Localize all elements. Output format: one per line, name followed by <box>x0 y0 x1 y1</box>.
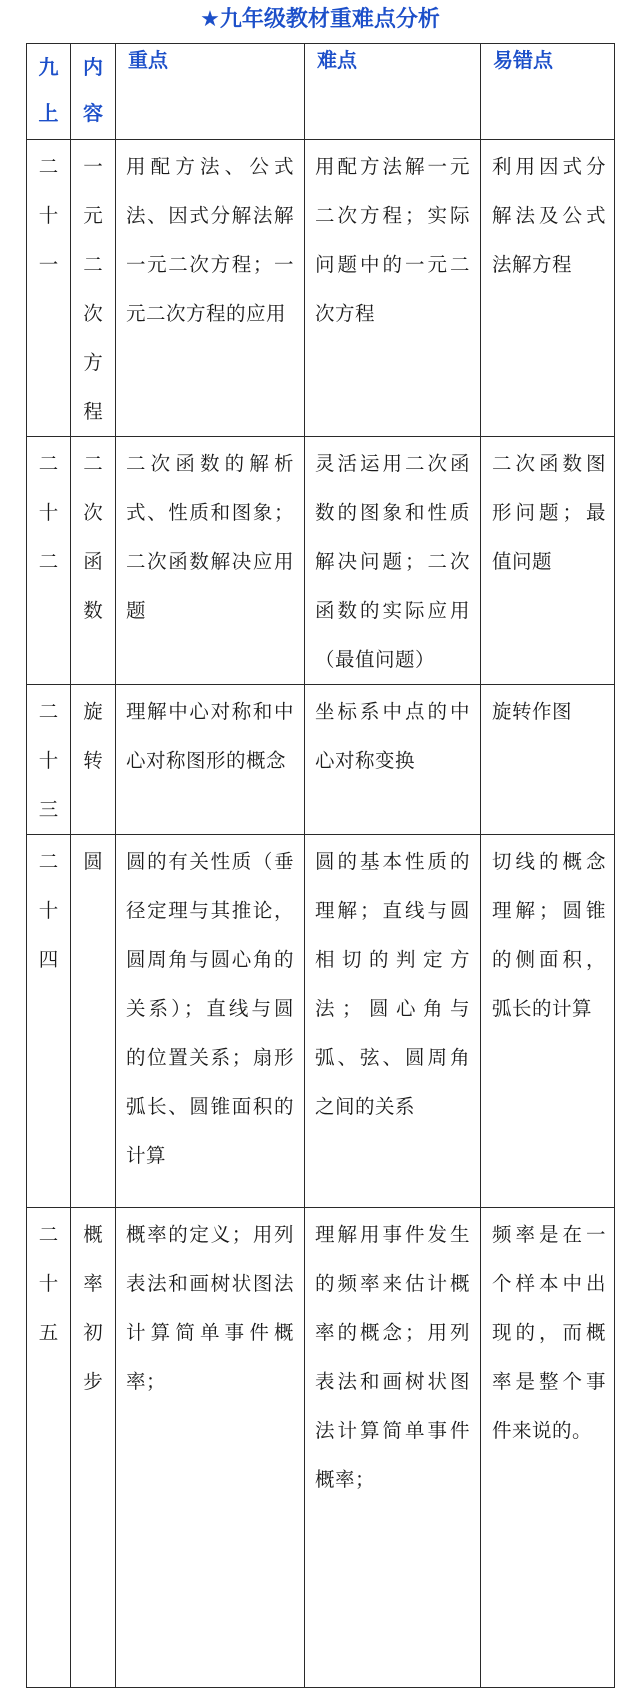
topic-cell <box>71 437 116 685</box>
chapter-label: 二十四 <box>38 850 59 971</box>
topic-label: 二次函数 <box>83 452 103 622</box>
table-row <box>27 1208 615 1688</box>
error-cell <box>481 685 615 835</box>
difficult-text: 灵活运用二次函数的图象和性质解决问题；二次函数的实际应用（最值问题） <box>315 452 470 671</box>
chapter-label: 二十三 <box>38 700 59 821</box>
error-cell <box>481 140 615 437</box>
header-error: 易错点 <box>481 44 615 140</box>
chapter-cell <box>27 437 71 685</box>
topic-label: 概率初步 <box>83 1223 103 1393</box>
chapter-cell <box>27 1208 71 1688</box>
header-grade <box>27 44 71 140</box>
difficult-text: 圆的基本性质的理解；直线与圆相切的判定方法；圆心角与弧、弦、圆周角之间的关系 <box>315 850 470 1118</box>
error-cell <box>481 835 615 1208</box>
topic-cell <box>71 685 116 835</box>
header-content <box>71 44 116 140</box>
error-text: 二次函数图形问题；最值问题 <box>492 452 606 573</box>
key-cell <box>116 140 305 437</box>
difficult-cell <box>305 685 481 835</box>
error-cell <box>481 437 615 685</box>
chapter-label: 二十二 <box>38 452 59 573</box>
key-text: 理解中心对称和中心对称图形的概念 <box>126 700 294 772</box>
chapter-cell <box>27 685 71 835</box>
key-cell <box>116 835 305 1208</box>
key-text: 圆的有关性质（垂径定理与其推论，圆周角与圆心角的关系）；直线与圆的位置关系；扇形弧长、圆锥面积的计算 <box>126 850 294 1167</box>
difficult-cell <box>305 140 481 437</box>
key-text: 概率的定义；用列表法和画树状图法计算简单事件概率； <box>126 1223 294 1393</box>
chapter-cell <box>27 140 71 437</box>
key-cell <box>116 437 305 685</box>
topic-cell <box>71 140 116 437</box>
key-text: 用配方法、公式法、因式分解法解一元二次方程；一元二次方程的应用 <box>126 155 294 325</box>
key-cell <box>116 1208 305 1688</box>
table-row <box>27 835 615 1208</box>
topic-label: 圆 <box>83 850 103 873</box>
key-text: 二次函数的解析式、性质和图象；二次函数解决应用题 <box>126 452 294 622</box>
topic-cell <box>71 1208 116 1688</box>
key-points-table <box>26 43 615 1688</box>
table-header-row <box>27 44 615 140</box>
key-cell <box>116 685 305 835</box>
error-text: 切线的概念理解；圆锥的侧面积，弧长的计算 <box>492 850 606 1020</box>
error-text: 频率是在一个样本中出现的，而概率是整个事件来说的。 <box>492 1223 606 1442</box>
header-grade-label: 九上 <box>38 55 59 125</box>
topic-label: 旋转 <box>83 700 103 772</box>
chapter-label: 二十一 <box>38 155 59 276</box>
table-row <box>27 685 615 835</box>
difficult-cell <box>305 437 481 685</box>
header-key: 重点 <box>116 44 305 140</box>
error-text: 利用因式分解法及公式法解方程 <box>492 155 606 276</box>
difficult-cell <box>305 1208 481 1688</box>
page-title: ★九年级教材重难点分析 <box>200 7 440 32</box>
difficult-text: 理解用事件发生的频率来估计概率的概念；用列表法和画树状图法计算简单事件概率； <box>315 1223 470 1491</box>
table-row <box>27 140 615 437</box>
header-difficult: 难点 <box>305 44 481 140</box>
chapter-cell <box>27 835 71 1208</box>
difficult-text: 用配方法解一元二次方程；实际问题中的一元二次方程 <box>315 155 470 325</box>
error-cell <box>481 1208 615 1688</box>
difficult-cell <box>305 835 481 1208</box>
error-text: 旋转作图 <box>492 700 573 723</box>
topic-label: 一元二次方程 <box>83 155 103 423</box>
table-row <box>27 437 615 685</box>
topic-cell <box>71 835 116 1208</box>
header-content-label: 内容 <box>83 55 103 125</box>
difficult-text: 坐标系中点的中心对称变换 <box>315 700 470 772</box>
chapter-label: 二十五 <box>38 1223 59 1344</box>
